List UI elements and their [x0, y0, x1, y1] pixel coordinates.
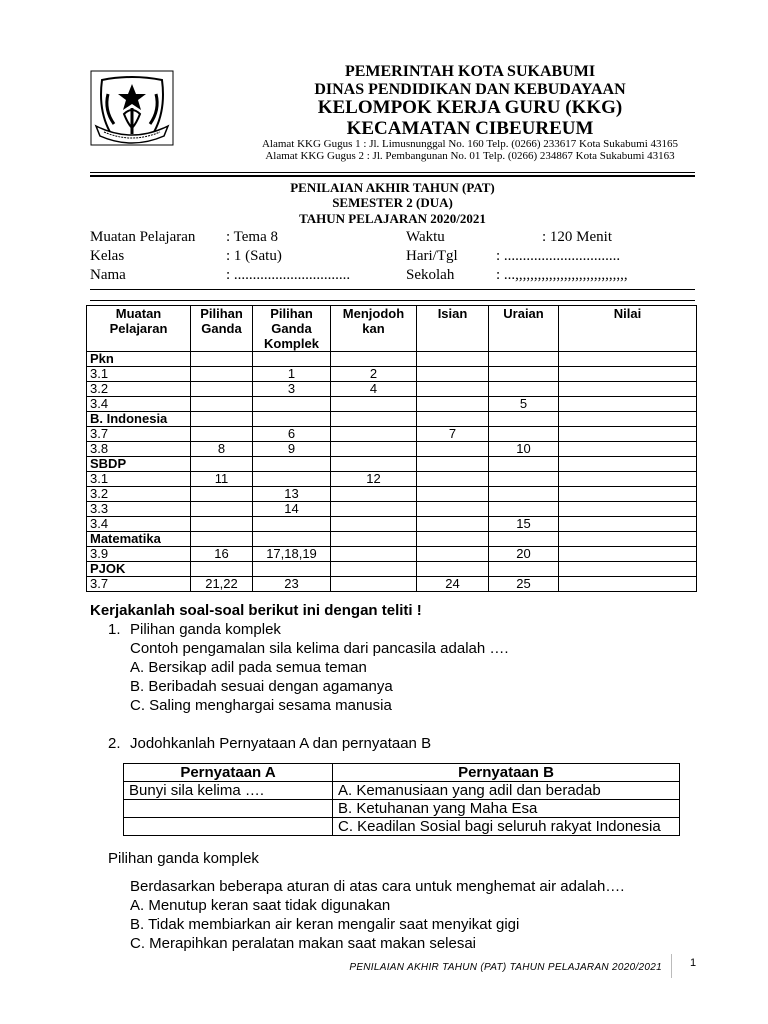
- question-number-cell: [191, 487, 253, 502]
- table-cell: [559, 352, 697, 367]
- matching-a-3: [124, 818, 333, 836]
- header-address-1: Alamat KKG Gugus 1 : Jl. Limusnunggal No. 160 Telp. (0266) 233617 Kota Sukabumi 43165: [261, 138, 679, 150]
- score-cell[interactable]: [559, 427, 697, 442]
- table-section-row: [87, 562, 697, 577]
- question-number-cell: 10: [489, 442, 559, 457]
- competency-code: 3.4: [87, 397, 191, 412]
- question-number-cell: [331, 427, 417, 442]
- question-number-cell: 5: [489, 397, 559, 412]
- question-number-cell: [489, 487, 559, 502]
- q1-number: 1.: [108, 621, 121, 638]
- question-number-cell: 14: [253, 502, 331, 517]
- header-address-2: Alamat KKG Gugus 2 : Jl. Pembangunan No. 01 Telp. (0266) 234867 Kota Sukabumi 43163: [265, 150, 675, 162]
- question-number-cell: [489, 502, 559, 517]
- matching-a-2: [124, 800, 333, 818]
- question-number-cell: 23: [253, 577, 331, 592]
- fields-divider-bottom: [90, 300, 695, 301]
- score-cell[interactable]: [559, 547, 697, 562]
- matching-b-2[interactable]: B. Ketuhanan yang Maha Esa: [333, 800, 680, 818]
- table-row: [87, 547, 697, 562]
- field-time-label: Waktu: [406, 229, 445, 245]
- table-cell: [331, 532, 417, 547]
- table-row: [87, 397, 697, 412]
- table-section-row: [87, 457, 697, 472]
- q1-type: Pilihan ganda komplek: [130, 621, 281, 638]
- matching-header-a: Pernyataan A: [124, 764, 333, 782]
- question-number-cell: [331, 517, 417, 532]
- section-label: Matematika: [87, 532, 191, 547]
- question-number-cell: [191, 367, 253, 382]
- competency-code: 3.1: [87, 472, 191, 487]
- table-cell: [417, 457, 489, 472]
- field-subject-value: : Tema 8: [226, 229, 278, 245]
- score-cell[interactable]: [559, 487, 697, 502]
- score-cell[interactable]: [559, 382, 697, 397]
- question-number-cell: 2: [331, 367, 417, 382]
- question-number-cell: [331, 442, 417, 457]
- question-number-cell: 20: [489, 547, 559, 562]
- question-number-cell: 9: [253, 442, 331, 457]
- q2-stem: Jodohkanlah Pernyataan A dan pernyataan B: [130, 735, 432, 752]
- question-number-cell: 17,18,19: [253, 547, 331, 562]
- table-row: [87, 502, 697, 517]
- table-cell: [559, 562, 697, 577]
- question-number-cell: [417, 502, 489, 517]
- table-row: [87, 427, 697, 442]
- table-cell: [417, 562, 489, 577]
- matching-b-1[interactable]: A. Kemanusiaan yang adil dan beradab: [333, 782, 680, 800]
- question-number-cell: [191, 502, 253, 517]
- table-cell: [559, 532, 697, 547]
- question-number-cell: 7: [417, 427, 489, 442]
- table-cell: [489, 532, 559, 547]
- table-cell: [489, 562, 559, 577]
- question-number-cell: [489, 382, 559, 397]
- question-number-cell: 15: [489, 517, 559, 532]
- table-cell: [331, 352, 417, 367]
- table-cell: [559, 457, 697, 472]
- header-multiple-choice: Pilihan Ganda: [191, 306, 253, 352]
- table-cell: [191, 532, 253, 547]
- header-district: KECAMATAN CIBEUREUM: [346, 118, 594, 139]
- question-number-cell: [331, 502, 417, 517]
- score-cell[interactable]: [559, 397, 697, 412]
- section-label: PJOK: [87, 562, 191, 577]
- table-cell: [191, 562, 253, 577]
- score-cell[interactable]: [559, 517, 697, 532]
- field-date-value[interactable]: : ...............................: [496, 248, 621, 264]
- question-number-cell: [489, 367, 559, 382]
- field-school-label: Sekolah: [406, 267, 455, 283]
- page-number: 1: [690, 957, 697, 969]
- q1-option-c[interactable]: C. Saling menghargai sesama manusia: [130, 697, 392, 714]
- q3-option-b[interactable]: B. Tidak membiarkan air keran mengalir saat menyikat gigi: [130, 916, 520, 933]
- table-cell: [253, 352, 331, 367]
- competency-code: 3.4: [87, 517, 191, 532]
- table-cell: [253, 457, 331, 472]
- score-cell[interactable]: [559, 367, 697, 382]
- q3-option-c[interactable]: C. Merapihkan peralatan makan saat makan selesai: [130, 935, 477, 952]
- header-score: Nilai: [559, 306, 697, 352]
- question-number-cell: [253, 397, 331, 412]
- table-cell: [253, 562, 331, 577]
- question-number-cell: 21,22: [191, 577, 253, 592]
- question-number-cell: [417, 367, 489, 382]
- competency-code: 3.2: [87, 382, 191, 397]
- header-divider-top: [90, 172, 695, 173]
- table-section-row: [87, 352, 697, 367]
- question-number-cell: 16: [191, 547, 253, 562]
- competency-code: 3.2: [87, 487, 191, 502]
- table-cell: [331, 457, 417, 472]
- question-number-cell: [191, 427, 253, 442]
- exam-semester: SEMESTER 2 (DUA): [332, 195, 453, 210]
- question-number-cell: 13: [253, 487, 331, 502]
- exam-title: PENILAIAN AKHIR TAHUN (PAT): [290, 180, 495, 195]
- table-cell: [253, 532, 331, 547]
- question-number-cell: [253, 517, 331, 532]
- field-subject-label: Muatan Pelajaran: [90, 229, 196, 245]
- field-name-label: Nama: [90, 267, 126, 283]
- section-label: Pkn: [87, 352, 191, 367]
- field-class-label: Kelas: [90, 248, 125, 264]
- header-department: DINAS PENDIDIKAN DAN KEBUDAYAAN: [314, 81, 626, 98]
- table-cell: [417, 352, 489, 367]
- question-number-cell: [331, 547, 417, 562]
- question-number-cell: 3: [253, 382, 331, 397]
- header-subject: Muatan Pelajaran: [87, 306, 191, 352]
- exam-year: TAHUN PELAJARAN 2020/2021: [299, 211, 486, 226]
- matching-b-3[interactable]: C. Keadilan Sosial bagi seluruh rakyat Indonesia: [333, 818, 680, 836]
- table-cell: [489, 457, 559, 472]
- instructions: Kerjakanlah soal-soal berikut ini dengan teliti !: [90, 602, 422, 619]
- question-number-cell: [191, 517, 253, 532]
- table-cell: [417, 532, 489, 547]
- question-number-cell: [417, 442, 489, 457]
- question-number-cell: 11: [191, 472, 253, 487]
- table-section-row: [87, 412, 697, 427]
- question-number-cell: [253, 472, 331, 487]
- q1-option-b[interactable]: B. Beribadah sesuai dengan agamanya: [130, 678, 393, 695]
- score-cell[interactable]: [559, 502, 697, 517]
- question-number-cell: [417, 382, 489, 397]
- table-cell: [191, 457, 253, 472]
- field-school-value[interactable]: : ...,,,,,,,,,,,,,,,,,,,,,,,,,,,,,,: [496, 267, 628, 283]
- table-row: [87, 442, 697, 457]
- question-number-cell: [331, 397, 417, 412]
- question-number-cell: 25: [489, 577, 559, 592]
- header-kkg: KELOMPOK KERJA GURU (KKG): [317, 97, 623, 118]
- q2-number: 2.: [108, 735, 121, 752]
- q3-stem: Berdasarkan beberapa aturan di atas cara untuk menghemat air adalah….: [130, 878, 625, 895]
- question-number-cell: 12: [331, 472, 417, 487]
- header-divider-bottom: [90, 175, 695, 177]
- question-number-cell: [417, 487, 489, 502]
- table-cell: [559, 412, 697, 427]
- question-number-cell: 8: [191, 442, 253, 457]
- q1-stem: Contoh pengamalan sila kelima dari pancasila adalah ….: [130, 640, 509, 657]
- table-section-row: [87, 532, 697, 547]
- section-label: B. Indonesia: [87, 412, 191, 427]
- question-number-cell: [191, 397, 253, 412]
- score-cell[interactable]: [559, 577, 697, 592]
- table-row: [87, 517, 697, 532]
- matching-a-1: Bunyi sila kelima ….: [124, 782, 333, 800]
- table-row: [87, 487, 697, 502]
- table-cell: [191, 412, 253, 427]
- question-number-cell: [331, 487, 417, 502]
- header-complex-choice: Pilihan Ganda Komplek: [253, 306, 331, 352]
- question-number-cell: [191, 382, 253, 397]
- city-emblem-logo: [90, 70, 174, 146]
- competency-code: 3.3: [87, 502, 191, 517]
- question-number-cell: [331, 577, 417, 592]
- table-cell: [331, 562, 417, 577]
- table-row: [87, 382, 697, 397]
- question-number-cell: [417, 472, 489, 487]
- field-name-value[interactable]: : ...............................: [226, 267, 351, 283]
- table-row: [87, 367, 697, 382]
- table-row: [87, 472, 697, 487]
- score-cell[interactable]: [559, 442, 697, 457]
- matching-table: [123, 763, 680, 836]
- competency-code: 3.7: [87, 577, 191, 592]
- field-time-value: : 120 Menit: [542, 229, 612, 245]
- footer-divider: [671, 954, 672, 978]
- table-cell: [191, 352, 253, 367]
- q1-option-a[interactable]: A. Bersikap adil pada semua teman: [130, 659, 367, 676]
- q3-option-a[interactable]: A. Menutup keran saat tidak digunakan: [130, 897, 391, 914]
- fields-divider-top: [90, 289, 695, 290]
- header-government: PEMERINTAH KOTA SUKABUMI: [344, 63, 596, 80]
- question-number-cell: [417, 547, 489, 562]
- competency-code: 3.7: [87, 427, 191, 442]
- question-number-cell: [489, 472, 559, 487]
- table-cell: [417, 412, 489, 427]
- competency-code: 3.1: [87, 367, 191, 382]
- table-row: [87, 577, 697, 592]
- question-number-cell: 1: [253, 367, 331, 382]
- question-number-cell: 24: [417, 577, 489, 592]
- table-cell: [489, 352, 559, 367]
- question-number-cell: [417, 397, 489, 412]
- header-matching: Menjodoh kan: [331, 306, 417, 352]
- table-cell: [253, 412, 331, 427]
- competency-code: 3.9: [87, 547, 191, 562]
- section-label: SBDP: [87, 457, 191, 472]
- field-date-label: Hari/Tgl: [406, 248, 458, 264]
- table-cell: [331, 412, 417, 427]
- header-fill-in: Isian: [417, 306, 489, 352]
- table-cell: [489, 412, 559, 427]
- matching-header-b: Pernyataan B: [333, 764, 680, 782]
- question-number-cell: [417, 517, 489, 532]
- field-class-value: : 1 (Satu): [226, 248, 282, 264]
- footer-text: PENILAIAN AKHIR TAHUN (PAT) TAHUN PELAJARAN 2020/2021: [349, 962, 662, 973]
- competency-code: 3.8: [87, 442, 191, 457]
- question-number-cell: 4: [331, 382, 417, 397]
- score-cell[interactable]: [559, 472, 697, 487]
- question-blueprint-table: [86, 305, 697, 592]
- question-number-cell: [489, 427, 559, 442]
- question-number-cell: 6: [253, 427, 331, 442]
- q3-type: Pilihan ganda komplek: [108, 850, 259, 867]
- header-essay: Uraian: [489, 306, 559, 352]
